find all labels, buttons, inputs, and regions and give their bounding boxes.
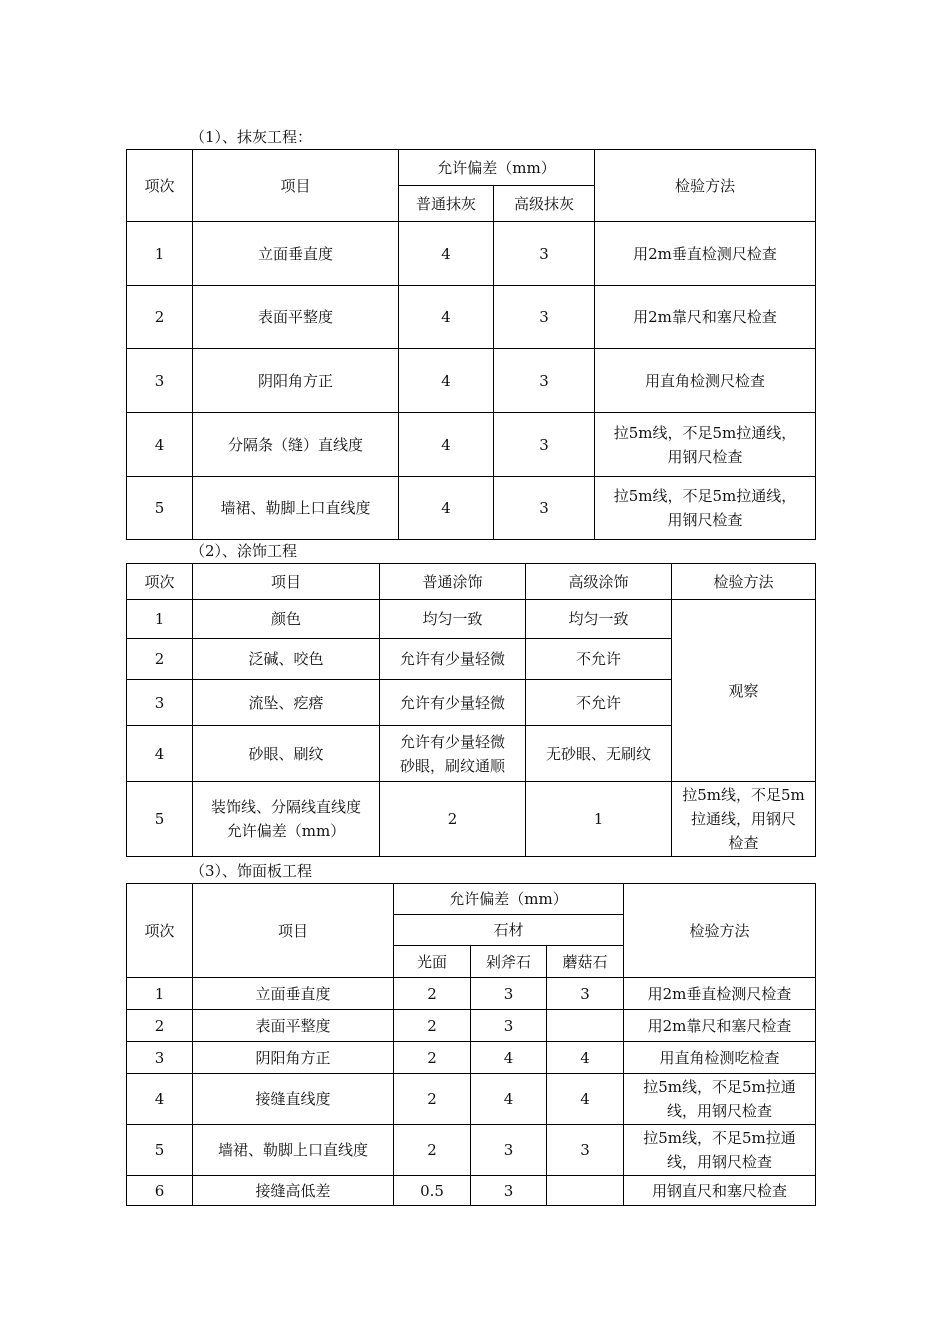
header-smooth: 光面 <box>394 946 471 978</box>
table-row <box>127 222 816 286</box>
header-mushroom: 蘑菇石 <box>547 946 624 978</box>
row-ordinary-line: 允许有少量轻微 <box>399 732 505 751</box>
row-index: 4 <box>127 1074 193 1125</box>
row-method <box>595 286 816 349</box>
row-index: 4 <box>127 726 193 782</box>
section3-caption: （3）、饰面板工程 <box>190 862 313 880</box>
row-method <box>595 413 816 477</box>
header-advanced: 高级抹灰 <box>494 186 595 222</box>
row-index: 1 <box>127 978 193 1010</box>
row-mushroom: 3 <box>547 978 624 1010</box>
row-method-line: 拉5m线，不足5m拉通线， <box>613 487 797 505</box>
row-advanced: 3 <box>494 349 595 413</box>
row-item-line: 颜色 <box>270 610 301 628</box>
row-advanced: 3 <box>494 413 595 477</box>
row-index: 5 <box>127 782 193 857</box>
row-method <box>595 477 816 540</box>
row-method <box>624 1125 816 1176</box>
row-method-line: 用钢尺检查 <box>667 447 743 466</box>
row-method-line: 用钢直尺和塞尺检查 <box>652 1181 788 1200</box>
row-ordinary: 4 <box>399 413 494 477</box>
row-ordinary-line: 均匀一致 <box>422 610 483 628</box>
row-smooth: 2 <box>394 1074 471 1125</box>
row-advanced: 3 <box>494 477 595 540</box>
row-index: 3 <box>127 1042 193 1074</box>
row-smooth: 0.5 <box>394 1176 471 1206</box>
row-method-line: 拉5m线，不足5m <box>682 786 805 804</box>
section1-caption: （1）、抹灰工程： <box>190 128 313 146</box>
header-item: 项目 <box>193 884 394 978</box>
row-index: 2 <box>127 1010 193 1042</box>
row-axed: 4 <box>471 1074 547 1125</box>
header-item: 项目 <box>193 564 380 600</box>
row-ordinary-line: 2 <box>447 810 458 828</box>
row-smooth: 2 <box>394 1042 471 1074</box>
row-item <box>193 639 380 680</box>
row-index: 6 <box>127 1176 193 1206</box>
row-item: 墙裙、勒脚上口直线度 <box>193 1125 394 1176</box>
header-ordinary: 普通涂饰 <box>380 564 526 600</box>
header-axed: 剁斧石 <box>471 946 547 978</box>
row-ordinary-line: 砂眼，刷纹通顺 <box>399 756 505 775</box>
facing-panel-table <box>126 883 816 1206</box>
row-advanced <box>526 600 672 639</box>
table-row <box>127 1125 816 1176</box>
row-method-line: 拉5m线，不足5m拉通 <box>643 1078 796 1096</box>
row-ordinary <box>380 639 526 680</box>
row-axed: 3 <box>471 1010 547 1042</box>
row-advanced: 3 <box>494 286 595 349</box>
table-row <box>127 1042 816 1074</box>
row-item: 立面垂直度 <box>193 222 399 286</box>
row-axed: 3 <box>471 1125 547 1176</box>
row-item <box>193 600 380 639</box>
table-row <box>127 1074 816 1125</box>
row-mushroom <box>547 1176 624 1206</box>
row-method-line: 线，用钢尺检查 <box>667 1153 773 1171</box>
row-advanced-line: 无砂眼、无刷纹 <box>545 744 651 763</box>
row-ordinary: 4 <box>399 222 494 286</box>
row-smooth: 2 <box>394 1125 471 1176</box>
row-mushroom <box>547 1010 624 1042</box>
row-item: 阴阳角方正 <box>193 349 399 413</box>
section2-caption: （2）、涂饰工程 <box>190 542 298 560</box>
row-item-line: 砂眼、刷纹 <box>248 744 324 763</box>
row-item: 接缝高低差 <box>193 1176 394 1206</box>
row-item-line: 允许偏差（mm） <box>226 822 346 840</box>
row-method <box>624 1176 816 1206</box>
row-advanced-line: 不允许 <box>575 693 621 712</box>
row-item <box>193 726 380 782</box>
row-method <box>624 978 816 1010</box>
row-advanced: 3 <box>494 222 595 286</box>
row-method-line: 用直角检测尺检查 <box>645 371 766 390</box>
header-method: 检验方法 <box>672 564 816 600</box>
row-item: 阴阳角方正 <box>193 1042 394 1074</box>
row-item-line: 流坠、疙瘩 <box>248 693 324 712</box>
row-advanced <box>526 782 672 857</box>
row-ordinary: 4 <box>399 286 494 349</box>
header-stone: 石材 <box>394 915 624 946</box>
header-advanced: 高级涂饰 <box>526 564 672 600</box>
row-item <box>193 680 380 726</box>
row-method-line: 拉通线，用钢尺 <box>690 810 796 828</box>
table-row <box>127 477 816 540</box>
table-row <box>127 1176 816 1206</box>
row-index: 5 <box>127 1125 193 1176</box>
row-ordinary <box>380 782 526 857</box>
row-method-line: 用钢尺检查 <box>667 511 743 529</box>
row-method-line: 用2m靠尺和塞尺检查 <box>647 1016 792 1035</box>
row-index: 5 <box>127 477 193 540</box>
row-advanced <box>526 726 672 782</box>
row-method-line: 拉5m线，不足5m拉通 <box>643 1129 796 1147</box>
table-row <box>127 782 816 857</box>
row-mushroom: 3 <box>547 1125 624 1176</box>
row-index: 4 <box>127 413 193 477</box>
observe-method: 观察 <box>672 600 816 782</box>
row-mushroom: 4 <box>547 1074 624 1125</box>
row-index: 1 <box>127 600 193 639</box>
row-mushroom: 4 <box>547 1042 624 1074</box>
row-advanced-line: 不允许 <box>575 650 621 668</box>
row-item: 表面平整度 <box>193 1010 394 1042</box>
header-tolerance: 允许偏差（mm） <box>399 150 595 186</box>
header-method: 检验方法 <box>595 150 816 222</box>
row-index: 1 <box>127 222 193 286</box>
row-item: 表面平整度 <box>193 286 399 349</box>
table-row <box>127 600 816 639</box>
row-ordinary <box>380 600 526 639</box>
row-item-line: 泛碱、咬色 <box>248 650 324 668</box>
row-ordinary-line: 允许有少量轻微 <box>399 693 505 712</box>
row-method-line: 用2m垂直检测尺检查 <box>647 984 792 1003</box>
row-axed: 4 <box>471 1042 547 1074</box>
table-row <box>127 286 816 349</box>
row-method-line: 用直角检测吃检查 <box>659 1048 780 1067</box>
header-method: 检验方法 <box>624 884 816 978</box>
header-index: 项次 <box>127 564 193 600</box>
row-advanced <box>526 639 672 680</box>
table-row <box>127 413 816 477</box>
table-row <box>127 1010 816 1042</box>
row-method <box>672 782 816 857</box>
row-method <box>624 1042 816 1074</box>
table-row <box>127 349 816 413</box>
row-method <box>595 222 816 286</box>
row-advanced <box>526 680 672 726</box>
row-item-line: 装饰线、分隔线直线度 <box>210 798 361 816</box>
row-advanced-line: 1 <box>593 810 604 828</box>
row-method <box>624 1074 816 1125</box>
row-index: 2 <box>127 639 193 680</box>
row-method-line: 用2m靠尺和塞尺检查 <box>633 308 777 326</box>
row-index: 3 <box>127 680 193 726</box>
row-item <box>193 782 380 857</box>
row-item: 墙裙、勒脚上口直线度 <box>193 477 399 540</box>
row-ordinary <box>380 680 526 726</box>
row-smooth: 2 <box>394 978 471 1010</box>
header-tolerance: 允许偏差（mm） <box>394 884 624 915</box>
row-method-line: 用2m垂直检测尺检查 <box>633 244 777 263</box>
table-row <box>127 978 816 1010</box>
row-item: 接缝直线度 <box>193 1074 394 1125</box>
header-index: 项次 <box>127 884 193 978</box>
row-ordinary: 4 <box>399 349 494 413</box>
header-ordinary: 普通抹灰 <box>399 186 494 222</box>
row-ordinary: 4 <box>399 477 494 540</box>
row-axed: 3 <box>471 1176 547 1206</box>
header-index: 项次 <box>127 150 193 222</box>
row-ordinary <box>380 726 526 782</box>
row-index: 2 <box>127 286 193 349</box>
row-method-line: 检查 <box>728 834 759 852</box>
row-smooth: 2 <box>394 1010 471 1042</box>
row-method-line: 拉5m线，不足5m拉通线， <box>613 423 797 442</box>
row-method <box>595 349 816 413</box>
coating-table <box>126 563 816 857</box>
row-item: 分隔条（缝）直线度 <box>193 413 399 477</box>
row-advanced-line: 均匀一致 <box>568 610 629 628</box>
plaster-table <box>126 149 816 540</box>
row-axed: 3 <box>471 978 547 1010</box>
row-index: 3 <box>127 349 193 413</box>
header-item: 项目 <box>193 150 399 222</box>
row-item: 立面垂直度 <box>193 978 394 1010</box>
row-method-line: 线，用钢尺检查 <box>667 1102 773 1120</box>
row-ordinary-line: 允许有少量轻微 <box>399 650 505 668</box>
row-method <box>624 1010 816 1042</box>
